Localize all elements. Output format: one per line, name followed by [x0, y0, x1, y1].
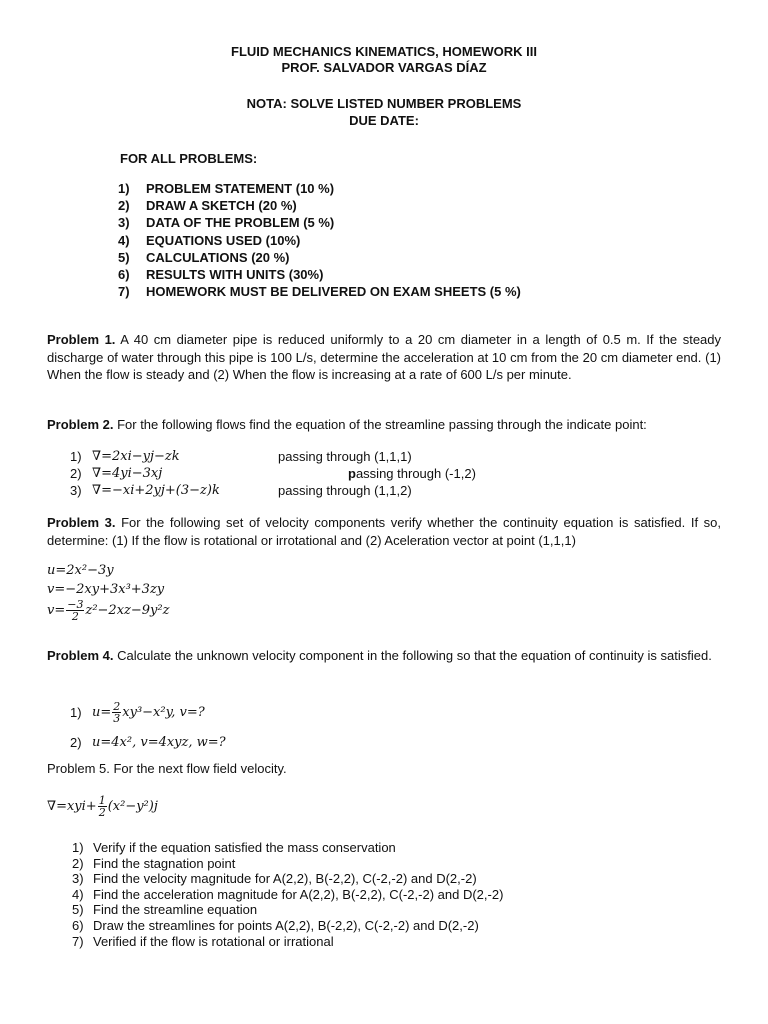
- list-item: 4) Find the acceleration magnitude for A(2,2), B(-2,2), C(-2,-2) and D(2,-2): [72, 886, 504, 902]
- problem-3: [47, 514, 721, 549]
- equation-u: u=2x²−3y: [47, 563, 114, 578]
- problem-1-text: A 40 cm diameter pipe is reduced uniformly to a 20 cm diameter in a length of 0.5 m. If the steady discharge of water through this pipe is 100 L/s, determine the acceleration at 10 cm from the 20 cm diameter end. (1) When the flow is steady and (2) When the flow is increasing at a rate of 600 L/s per minute.: [47, 332, 722, 382]
- criteria-item: 6) RESULTS WITH UNITS (30%): [118, 267, 324, 283]
- note-line: NOTA: SOLVE LISTED NUMBER PROBLEMS: [246, 96, 522, 111]
- problem-4-list: [70, 698, 226, 758]
- problem-2-list: [70, 448, 476, 499]
- list-item: 3) Find the velocity magnitude for A(2,2), B(-2,2), C(-2,-2) and D(2,-2): [72, 871, 477, 887]
- problem-4-text: Calculate the unknown velocity component in the following so that the equation of continuity is satisfied.: [113, 648, 712, 663]
- problem-5: Problem 5. For the next flow field velocity.: [47, 761, 287, 776]
- criteria-title: FOR ALL PROBLEMS:: [120, 151, 258, 166]
- due-date-line: DUE DATE:: [349, 113, 419, 128]
- professor-name: PROF. SALVADOR VARGAS DÍAZ: [281, 60, 487, 75]
- problem-1-label: Problem 1.: [47, 332, 116, 347]
- criteria-item: 4) EQUATIONS USED (10%): [118, 232, 301, 248]
- equation-v: v=−2xy+3x³+3zy: [47, 582, 165, 597]
- criteria-item: 7) HOMEWORK MUST BE DELIVERED ON EXAM SHEETS (5 %): [118, 284, 521, 300]
- problem-2-text: For the following flows find the equation of the streamline passing through the indicate point:: [113, 417, 647, 432]
- problem-3-label: Problem 3.: [47, 515, 116, 530]
- problem-3-text: For the following set of velocity components verify whether the continuity equation is satisfied. If so, determine: (1) If the flow is rotational or irrotational and (2) Aceleration vector at point (1,1,1): [47, 515, 722, 548]
- criteria-item: 2) DRAW A SKETCH (20 %): [118, 198, 297, 214]
- problem-1: [47, 331, 721, 384]
- equation-w: v= $\frac{-3}{2}$ z²−2xz−9y²z: [47, 598, 170, 623]
- problem-4: [47, 647, 721, 665]
- list-item: 2) u=4x², v=4xyz, w=?: [70, 735, 226, 750]
- criteria-item: 3) DATA OF THE PROBLEM (5 %): [118, 215, 335, 231]
- list-item: 3) ∇=−xi+2yj+(3−z)k passing through (1,1,2): [70, 483, 412, 498]
- problem-2: [47, 416, 721, 434]
- list-item: 7) Verified if the flow is rotational or irrational: [72, 933, 334, 949]
- list-item: 2) ∇=4yi−3xj p assing through (-1,2): [70, 466, 476, 481]
- problem-4-label: Problem 4.: [47, 648, 114, 663]
- list-item: 2) Find the stagnation point: [72, 855, 236, 871]
- list-item: 6) Draw the streamlines for points A(2,2), B(-2,2), C(-2,-2) and D(2,-2): [72, 917, 479, 933]
- problem-5-list: [72, 840, 503, 949]
- problem-3-equations: [47, 561, 169, 622]
- course-title: FLUID MECHANICS KINEMATICS, HOMEWORK III: [231, 44, 537, 59]
- list-item: 5) Find the streamline equation: [72, 902, 258, 918]
- problem-5-equation: ∇=xyi+ $\frac{1}{2}$ (x²−y²)j: [47, 794, 158, 819]
- criteria-item: 5) CALCULATIONS (20 %): [118, 249, 290, 265]
- problem-2-label: Problem 2.: [47, 417, 114, 432]
- list-item: 1) ∇=2xi−yj−zk passing through (1,1,1): [70, 449, 412, 464]
- list-item: 1) Verify if the equation satisfied the mass conservation: [72, 840, 396, 855]
- criteria-item: 1) PROBLEM STATEMENT (10 %): [118, 181, 335, 196]
- criteria-list: [118, 180, 521, 300]
- list-item: 1) u= $\frac{2}{3}$ xy³−x²y, v=?: [70, 700, 205, 725]
